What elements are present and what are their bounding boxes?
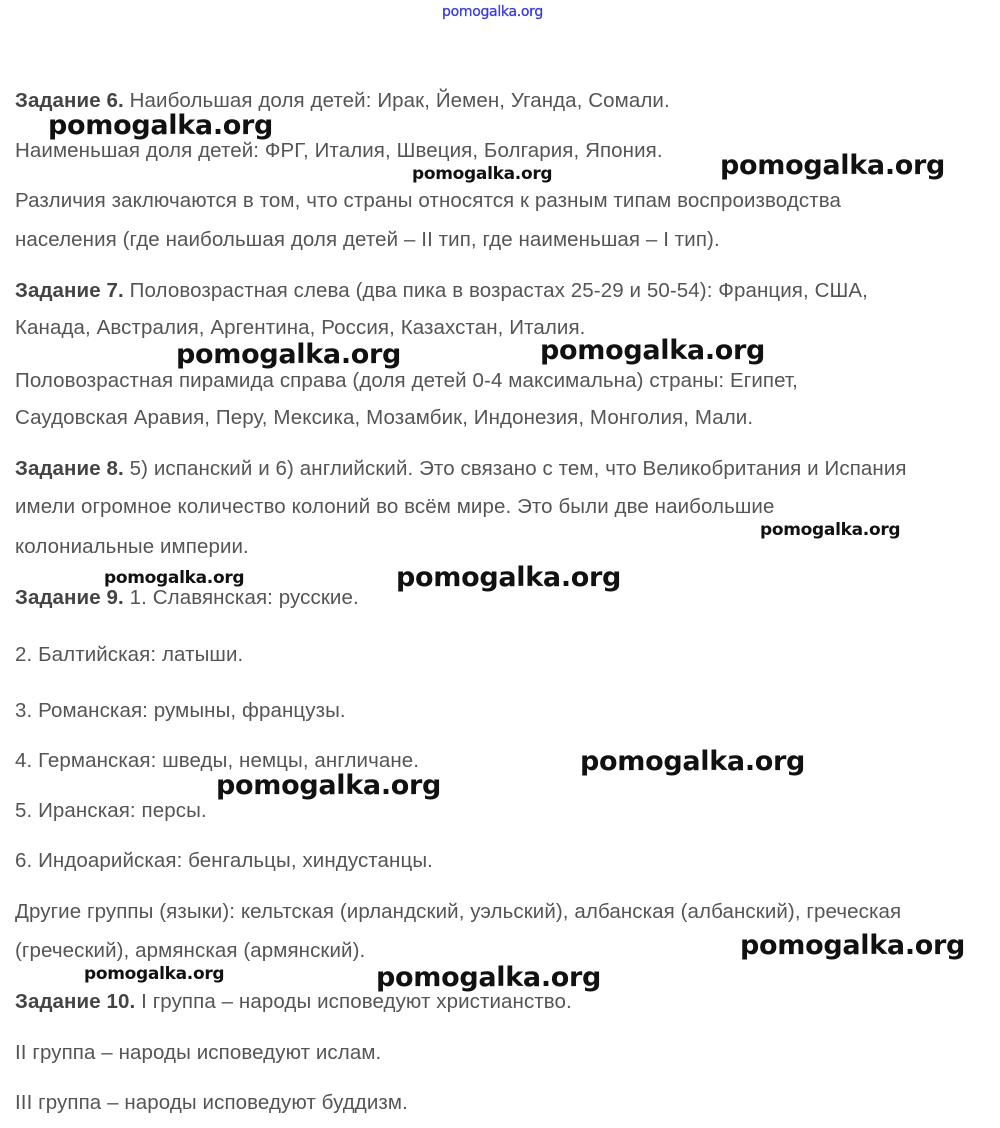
text-line: Задание 6. Наибольшая доля детей: Ирак, Йемен, Уганда, Сомали. [15, 89, 670, 112]
watermark: pomogalka.org [216, 770, 442, 801]
text-line: 4. Германская: шведы, немцы, англичане. [15, 749, 420, 772]
text-line: Задание 9. 1. Славянская: русские. [15, 586, 359, 609]
text-line: Задание 8. 5) испанский и 6) английский. Это связано с тем, что Великобритания и Испания [15, 457, 907, 480]
text-line: Половозрастная пирамида справа (доля детей 0-4 максимальна) страны: Египет, [15, 369, 798, 392]
text-line: 5. Иранская: персы. [15, 799, 207, 822]
watermark: pomogalka.org [48, 110, 274, 141]
text-line: населения (где наибольшая доля детей – II тип, где наименьшая – I тип). [15, 228, 720, 251]
text-line: 6. Индоарийская: бенгальцы, хиндустанцы. [15, 849, 433, 872]
text-line: Наименьшая доля детей: ФРГ, Италия, Швеция, Болгария, Япония. [15, 139, 663, 162]
watermark: pomogalka.org [84, 964, 225, 984]
text-line: Канада, Австралия, Аргентина, Россия, Казахстан, Италия. [15, 316, 586, 339]
task-heading: Задание 7. [15, 279, 124, 302]
watermark: pomogalka.org [396, 562, 622, 593]
task-heading: Задание 9. [15, 586, 124, 609]
watermark: pomogalka.org [540, 335, 766, 366]
watermark: pomogalka.org [580, 746, 806, 777]
text-line: 3. Романская: румыны, французы. [15, 699, 346, 722]
watermark: pomogalka.org [760, 520, 901, 540]
text-line: III группа – народы исповедуют буддизм. [15, 1091, 408, 1114]
text-line: Различия заключаются в том, что страны относятся к разным типам воспроизводства [15, 189, 841, 212]
watermark-top: pomogalka.org [442, 4, 543, 20]
watermark: pomogalka.org [176, 339, 402, 370]
text-line: Задание 10. I группа – народы исповедуют христианство. [15, 990, 572, 1013]
text-line: колониальные империи. [15, 535, 249, 558]
task-heading: Задание 10. [15, 990, 136, 1013]
watermark: pomogalka.org [740, 930, 966, 961]
watermark: pomogalka.org [376, 962, 602, 993]
task-heading: Задание 8. [15, 457, 124, 480]
watermark: pomogalka.org [720, 150, 946, 181]
text-line: Другие группы (языки): кельтская (ирландский, уэльский), албанская (албанский), греческая [15, 900, 902, 923]
text-line: 2. Балтийская: латыши. [15, 643, 244, 666]
watermark: pomogalka.org [104, 568, 245, 588]
task-heading: Задание 6. [15, 89, 124, 112]
text-line: (греческий), армянская (армянский). [15, 939, 366, 962]
text-line: имели огромное количество колоний во всём мире. Это были две наибольшие [15, 495, 775, 518]
watermark: pomogalka.org [412, 164, 553, 184]
text-line: Задание 7. Половозрастная слева (два пика в возрастах 25-29 и 50-54): Франция, США, [15, 279, 868, 302]
text-line: II группа – народы исповедуют ислам. [15, 1041, 382, 1064]
text-line: Саудовская Аравия, Перу, Мексика, Мозамбик, Индонезия, Монголия, Мали. [15, 406, 754, 429]
